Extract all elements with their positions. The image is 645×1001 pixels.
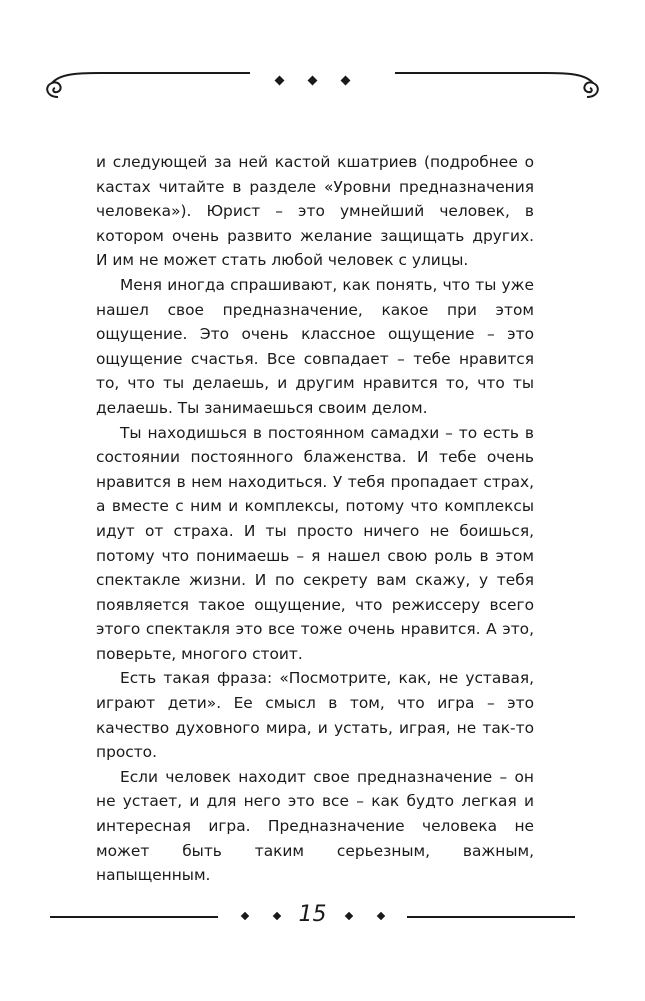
paragraph-3: Ты находишься в постоянном самадхи – то есть в состоянии постоянного блаженства. И тебе очень нравится в нем находиться. У тебя пропадает страх, а вместе с ним и комплексы, потому что комплексы идут от страха. И ты просто ничего не боишься, потому что понимаешь – я нашел свою роль в этом спектакле жизни. И по секрету вам скажу, у тебя появляется такое ощущение, что режиссеру всего этого спектакля это все тоже очень нравится. А это, поверьте, многого стоит. [96,423,534,663]
ornament-diamond-3 [341,76,351,86]
paragraph-4: Есть такая фраза: «Посмотрите, как, не уставая, играют дети». Ее смысл в том, что игра – это качество духовного мира, и устать, играя, не так-то просто. [96,669,534,762]
footer-diamond-icon [241,912,249,920]
ornament-diamond-2 [308,76,318,86]
page-footer [50,896,575,936]
right-ornament-line [395,73,593,83]
ornament-diamond-1 [275,76,285,86]
left-swirl-icon [47,82,60,97]
footer-diamond-icon [377,912,385,920]
footer-rule-left [50,916,218,918]
paragraph-2: Меня иногда спрашивают, как понять, что ты уже нашел свое предназначение, какое при этом ощущение. Это очень классное ощущение – это ощущение счастья. Все совпадает – тебе нравится то, что ты делаешь, и другим нравится то, что ты делаешь. Ты занимаешься своим делом. [96,275,534,417]
footer-rule-right [407,916,575,918]
footer-diamond-icon [345,912,353,920]
left-ornament-line [52,73,250,83]
body-text [96,150,534,888]
footer-diamond-icon [273,912,281,920]
header-ornament [40,62,605,110]
right-swirl-icon [584,82,597,97]
page-number: 15 [298,902,327,927]
paragraph-5: Если человек находит свое предназначение – он не устает, и для него это все – как будто легкая и интересная игра. Предназначение человека не может быть таким серьезным, важным, напыщенным. [96,767,534,885]
paragraph-1: и следующей за ней кастой кшатриев (подробнее о кастах читайте в разделе «Уровни предназначения человека»). Юрист – это умнейший человек, в котором очень развито желание защищать других. И им не может стать любой человек с улицы. [96,153,534,270]
